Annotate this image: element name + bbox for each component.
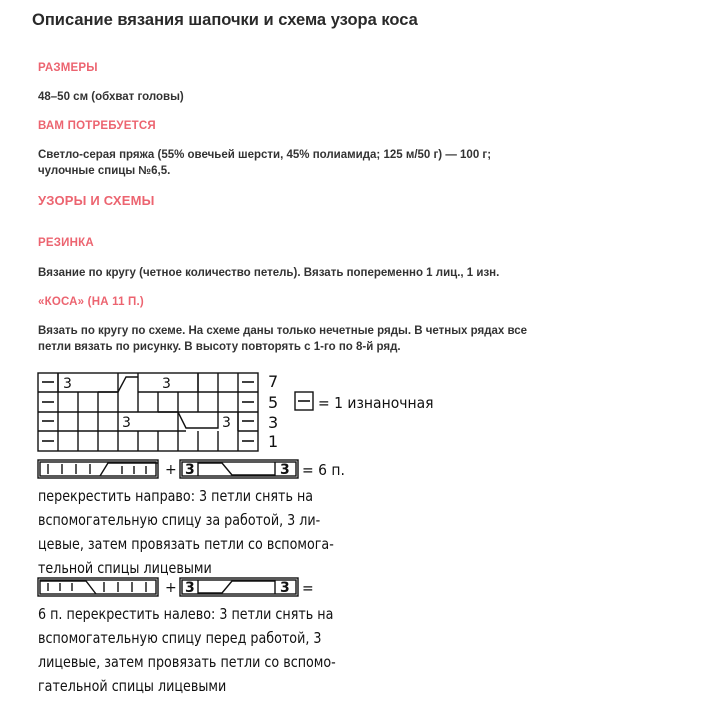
- cable-line-2: петли вязать по рисунку. В высоту повторять с 1-го по 8-й ряд.: [38, 341, 401, 353]
- row-number-3: 3: [268, 413, 279, 432]
- sizes-text: 48–50 см (обхват головы): [38, 91, 184, 103]
- chart-r7-count-a: 3: [63, 376, 72, 392]
- right-cross-plus: +: [165, 462, 177, 478]
- sizes-heading: РАЗМЕРЫ: [38, 62, 98, 74]
- right-cross-desc-4: тельной спицы лицевыми: [38, 559, 212, 577]
- cable-heading: «КОСА» (НА 11 П.): [38, 296, 144, 308]
- left-cross-desc-1: 6 п. перекрестить налево: 3 петли снять на: [38, 605, 334, 623]
- left-cross-desc-2: вспомогательную спицу перед работой, 3: [38, 629, 322, 647]
- left-cross-knit-inner: [40, 580, 156, 594]
- rib-text: Вязание по кругу (четное количество петель). Вязать попеременно 1 лиц., 1 изн.: [38, 267, 500, 279]
- chart-r7-count-b: 3: [162, 376, 171, 392]
- left-cross-equals: =: [302, 579, 314, 597]
- chart-r3-count-a: 3: [122, 415, 131, 431]
- left-cross-cable-inner: [182, 580, 296, 594]
- materials-line-2: чулочные спицы №6,5.: [38, 165, 171, 177]
- left-cross-desc-4: гательной спицы лицевыми: [38, 677, 227, 695]
- rib-heading: РЕЗИНКА: [38, 237, 94, 249]
- left-cross-count-b: 3: [280, 580, 290, 596]
- right-cross-desc-3: цевые, затем провязать петли со вспомога-: [38, 535, 334, 553]
- left-cross-cable-line: [198, 581, 275, 593]
- materials-line-1: Светло-серая пряжа (55% овечьей шерсти, 45% полиамида; 125 м/50 г) — 100 г;: [38, 149, 492, 161]
- page-title: Описание вязания шапочки и схема узора коса: [32, 11, 418, 29]
- row-number-7: 7: [268, 372, 279, 391]
- right-cross-desc-2: вспомогательную спицу за работой, 3 ли-: [38, 511, 321, 529]
- legend-purl-label: = 1 изнаночная: [318, 394, 434, 412]
- chart-r3-count-b: 3: [222, 415, 231, 431]
- row-number-1: 1: [268, 432, 279, 451]
- materials-heading: ВАМ ПОТРЕБУЕТСЯ: [38, 120, 156, 132]
- right-cross-desc-1: перекрестить направо: 3 петли снять на: [38, 487, 314, 505]
- left-cross-desc-3: лицевые, затем провязать петли со вспомо-: [38, 653, 336, 671]
- right-cross-count-a: 3: [185, 462, 195, 478]
- left-cross-plus: +: [165, 580, 177, 596]
- cable-line-1: Вязать по кругу по схеме. На схеме даны только нечетные ряды. В четных рядах все: [38, 325, 528, 337]
- right-cross-equals: = 6 п.: [302, 461, 345, 479]
- patterns-heading: УЗОРЫ И СХЕМЫ: [38, 193, 155, 208]
- left-cross-count-a: 3: [185, 580, 195, 596]
- right-cross-count-b: 3: [280, 462, 290, 478]
- row-number-5: 5: [268, 393, 279, 412]
